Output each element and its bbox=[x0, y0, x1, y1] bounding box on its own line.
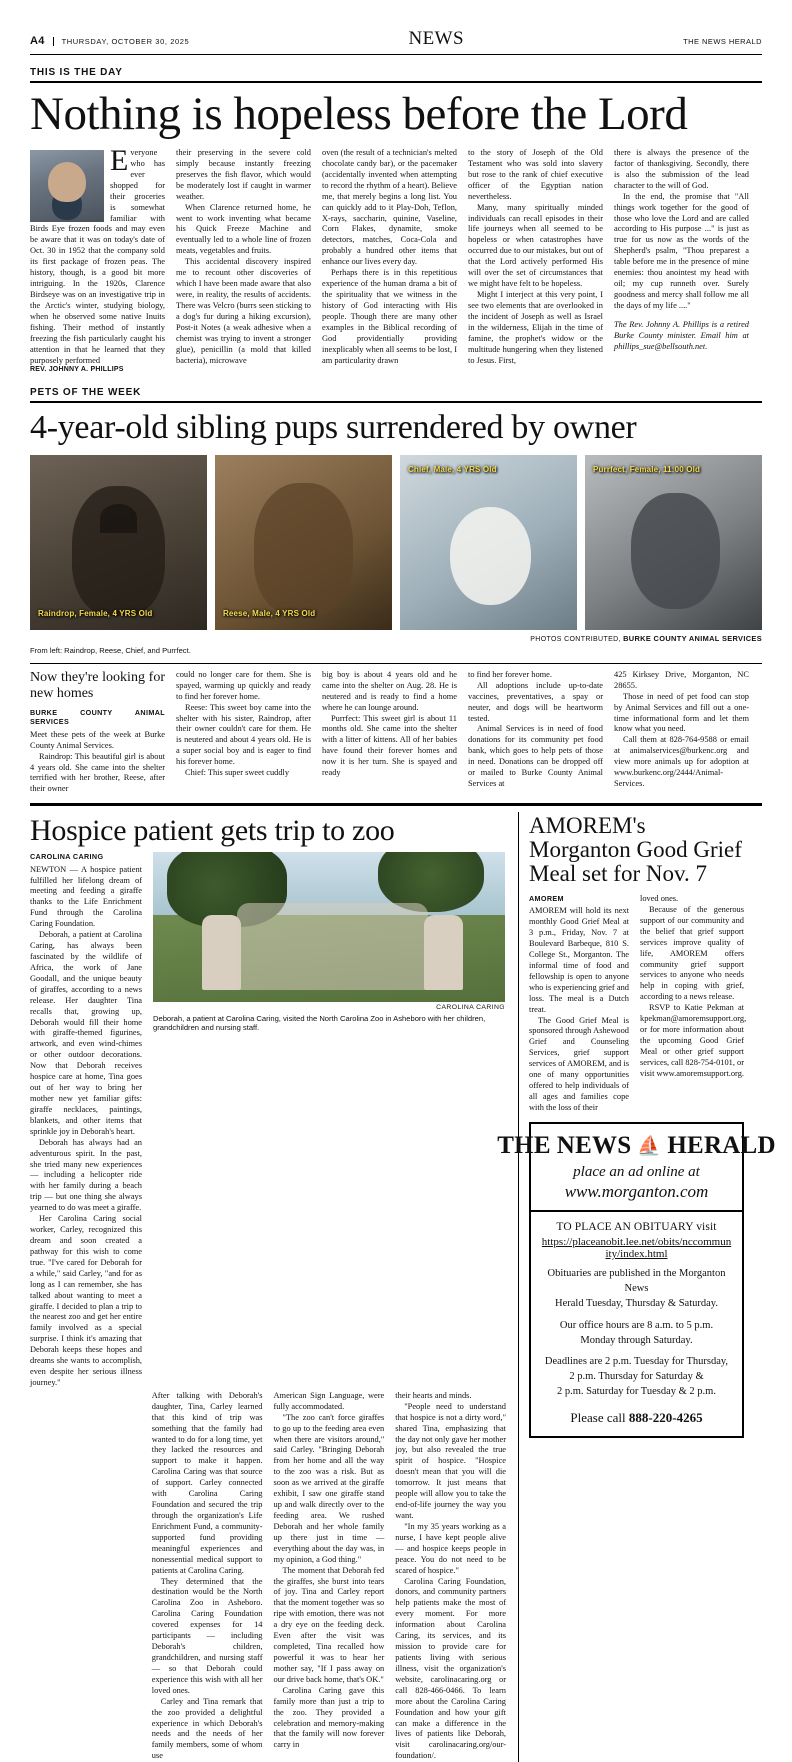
author-photo bbox=[30, 150, 104, 222]
faith-col-1-text: Everyone who has ever shopped for their groceries is somewhat familiar with Birds Eye frozen foods and may even be aware that it was on today's date of Oct. 30 in 1952 that the company sold its first package of frozen peas. The history, though, is a good bit more intriguing. In the 1920s, Clarence Birdseye was on an investigative trip in the Arctic's winter, studying biology, when he observed some native Inuits fishing. Their method of instantly freezing the fish particularly caught his attention in that he learned that they purposely performed bbox=[30, 144, 165, 365]
amorem-col-2 bbox=[640, 893, 747, 1114]
photo-person bbox=[202, 915, 241, 990]
faith-col-2-text: their preserving in the severe cold simply because instantly freezing preserves the fish flavor, which would be moderately lost if caught in warmer weather. When Clarence returned home, he went to work inventing what became his Quick Freeze Machine and eventually led to a whole line of frozen meats, vegetables and fruits. This accidental discovery inspired me to recount other discoveries of which I have been made aware that also were, in reality, the results of accidents. There was Velcro (burrs seen sticking to a dog's fur during a hiking excursion), Post-it Notes (a weak adhesive when a chemist was trying to invent a stronger glue), penicillin (a mold that killed bacteria), microwave bbox=[176, 148, 311, 365]
pets-col-4-text: to find her forever home. All adoptions include up-to-date vaccines, preventatives, a spay or neuter, and dogs will be heartworm tested. Animal Services is in need of food donations for its community pet food bank, which goes to help pets of those in need. Donations can be dropped off or mailed to Burke County Animal Services at bbox=[468, 669, 603, 789]
call-label: Please call bbox=[570, 1409, 626, 1425]
pets-subhead: Now they're looking for new homes bbox=[30, 669, 165, 701]
hospice-col-4-text: their hearts and minds. "People need to understand that hospice is not a dirty word," shared Tina, emphasizing that the day not only gave her mother joy, but also revealed the true spirit of hospice. "Hospice doesn't mean that you will die tomorrow. It just means that people will allow you to take the end-of-life journey the way you want. "In my 35 years working as a nurse, I have kept people alive — and hospice keeps people in peace. You do not need to be scared of hospice." Carolina Caring Foundation, donors, and community partners help patients make the most of every moment. For more information about Carolina Caring, its services, and its mission to provide care for patients living with serious illness, visit the organization's website, carolinacaring.org or call 828-466-0466. To learn more about the Carolina Caring Foundation and how your gift can make a difference in the lives of patients like Deborah, visit carolinacaring.org/our-foundation/. bbox=[395, 1390, 506, 1761]
hospice-col-3 bbox=[274, 1391, 385, 1762]
faith-col-2 bbox=[176, 148, 311, 375]
faith-col-5-text: there is always the presence of the factor of thanksgiving. Secondly, there is also the submission of the lead character to the will of God. In the end, the promise that "All things work together for the good of those who love the Lord and are called according to His purpose ..." is just as true for us now as the words of the Shepherd's psalm, "Thou preparest a table before me in the presence of mine enemies: thou anointest my head with oil; my cup runneth over. Surely goodness and mercy shall follow me all the days of my life ...." bbox=[614, 148, 749, 310]
obituary-line-1: Obituaries are published in the Morganton News bbox=[547, 1267, 726, 1295]
pets-body bbox=[30, 670, 762, 795]
amorem-col-2-text: loved ones. Because of the generous support of our community and the belief that grief support services improve quality of life, AMOREM offers community grief support services to anyone who needs help in coping with grief, according to a news release. RSVP to Katie Pekman at kpekman@amoremsupport.org, or for more information about the upcoming Good Grief Meal or other grief support services, call 828-754-0101, or visit www.amoremsupport.org. bbox=[640, 893, 747, 1078]
section-divider bbox=[30, 803, 762, 806]
right-rail bbox=[497, 812, 776, 1762]
pet-photo-purrfect bbox=[585, 455, 762, 630]
obituary-line-3: Our office hours are 8 a.m. to 5 p.m. bbox=[559, 1319, 714, 1331]
photo-person bbox=[424, 915, 463, 990]
hospice-col-1 bbox=[30, 852, 142, 1389]
ad-url[interactable]: www.morganton.com bbox=[564, 1181, 709, 1201]
amorem-byline: AMOREM bbox=[529, 893, 564, 903]
obituary-link[interactable]: https://placeanobit.lee.net/obits/nccommunity/index.html bbox=[541, 1235, 732, 1260]
pets-headline: 4-year-old sibling pups surrendered by owner bbox=[30, 408, 637, 446]
hospice-photo bbox=[153, 852, 505, 1002]
pets-col-1-text: Meet these pets of the week at Burke County Animal Services. Raindrop: This beautiful girl is about 4 years old. She came into the shelter terrified with her brother, Reese, after their owner bbox=[30, 729, 165, 794]
page-folio: A4 bbox=[30, 35, 45, 47]
dog-silhouette bbox=[450, 507, 531, 605]
obituary-phone[interactable] bbox=[541, 1410, 732, 1426]
newspaper-ad[interactable] bbox=[497, 1122, 776, 1212]
pet-photo-tag-chief: Chief, Male, 4 YRS Old bbox=[408, 464, 497, 474]
hospice-photo-credit: CAROLINA CARING bbox=[436, 1004, 505, 1012]
hospice-col-2 bbox=[152, 1391, 263, 1762]
amorem-col-1 bbox=[529, 894, 629, 1114]
cat-silhouette bbox=[631, 493, 720, 609]
obituary-line-7: 2 p.m. Saturday for Tuesday & 2 p.m. bbox=[557, 1386, 716, 1398]
obituary-line-6: 2 p.m. Thursday for Saturday & bbox=[569, 1371, 704, 1383]
divider-rule bbox=[30, 663, 762, 664]
faith-tagline: The Rev. Johnny A. Phillips is a retired Burke County minister. Email him at phillips_sue@bellsouth.net. bbox=[614, 319, 749, 351]
hospice-col-4 bbox=[395, 1391, 506, 1762]
photo-family-group bbox=[237, 903, 427, 990]
masthead bbox=[30, 28, 762, 55]
pets-col-3 bbox=[322, 670, 457, 795]
logo-herald: HERALD bbox=[667, 1131, 776, 1159]
pets-col-5-text: 425 Kirksey Drive, Morganton, NC 28655. Those in need of pet food can stop by Animal Services and fill out a one-time informational form and let them know what you need. Call them at 828-764-9588 or email at animalservices@burkenc.org and view more animals up for adoption at www.burkenc.org/2444/Animal-Services. bbox=[614, 669, 749, 789]
pets-photo-credit bbox=[30, 634, 762, 643]
paper-name: THE NEWS HERALD bbox=[683, 37, 762, 46]
section-title: NEWS bbox=[408, 28, 464, 49]
hospice-col-2-spacer bbox=[30, 1391, 141, 1762]
faith-col-3-text: oven (the result of a technician's melted chocolate candy bar), or the pacemaker (accidentally invented when attempting to record the rhythm of a heart). Believe me, that merely begins a long list. You can quickly add to it Play-Doh, Teflon, X-rays, saccharin, quinine, Vaseline, Corn Flakes, dynamite, smoke detectors, matches, Coca-Cola and probably a hundred other items that enhance our lives every day. Perhaps there is in this repetitious experience of the human drama a bit of the spirituality that we witness in the history of God interacting with His people. Though there are many other examples in the Biblical recording of God providentially providing inexplicably when all seems to be lost, I am particularity drawn bbox=[322, 148, 457, 365]
pets-byline: BURKE COUNTY ANIMAL SERVICES bbox=[30, 708, 165, 727]
kicker-this-is-the-day: THIS IS THE DAY bbox=[30, 67, 762, 83]
amorem-body bbox=[529, 893, 747, 1114]
faith-col-4 bbox=[468, 148, 603, 375]
pets-photo-row bbox=[30, 455, 762, 630]
pets-col-2-text: could no longer care for them. She is spayed, warming up quickly and ready to find her forever home. Reese: This sweet boy came into the shelter with his sister, Raindrop, after their owner couldn't care for them. He is neutered and about 4 years old. He is a super social boy and is eager to find his forever home. Chief: This super sweet cuddly bbox=[176, 669, 311, 778]
pet-photo-tag-purrfect: Purrfect, Female, 11:00 Old bbox=[593, 464, 701, 474]
credit-source: BURKE COUNTY ANIMAL SERVICES bbox=[623, 633, 762, 643]
hospice-article bbox=[30, 812, 506, 1762]
obituary-ad[interactable] bbox=[529, 1212, 744, 1438]
faith-col-1 bbox=[30, 144, 165, 375]
author-caption: REV. JOHNNY A. PHILLIPS bbox=[30, 366, 124, 374]
pets-cutline: From left: Raindrop, Reese, Chief, and Purrfect. bbox=[30, 645, 191, 655]
hospice-body bbox=[30, 1391, 506, 1762]
hospice-byline: CAROLINA CARING bbox=[30, 852, 104, 862]
flag-icon: ⛵ bbox=[637, 1135, 662, 1157]
obituary-line-5: Deadlines are 2 p.m. Tuesday for Thursday, bbox=[544, 1355, 729, 1367]
hospice-cutline: Deborah, a patient at Carolina Caring, visited the North Carolina Zoo in Asheboro with her children, grandchildren and nursing staff. bbox=[153, 1014, 486, 1033]
pet-photo-tag-raindrop: Raindrop, Female, 4 YRS Old bbox=[38, 608, 153, 618]
faith-headline: Nothing is hopeless before the Lord bbox=[30, 88, 688, 140]
obituary-title: TO PLACE AN OBITUARY visit bbox=[556, 1220, 717, 1233]
news-herald-logo bbox=[497, 1131, 776, 1160]
pets-col-1 bbox=[30, 670, 165, 795]
dog-silhouette bbox=[254, 483, 353, 616]
pet-photo-tag-reese: Reese, Male, 4 YRS Old bbox=[223, 608, 316, 618]
logo-news: NEWS bbox=[556, 1131, 632, 1159]
credit-prefix: PHOTOS CONTRIBUTED, bbox=[530, 635, 621, 643]
pet-photo-raindrop bbox=[30, 455, 207, 630]
pet-photo-reese bbox=[215, 455, 392, 630]
pets-col-5 bbox=[614, 670, 749, 795]
faith-col-4-text: to the story of Joseph of the Old Testament who was sold into slavery but rose to the rank of chief executive officer of the Egyptian nation nevertheless. Many, many spiritually minded individuals can recall episodes in their life journeys when all seemed to be hopeless or when catastrophes have occurred due to our mistakes, but out of that the Lord actively performed His will over the set of circumstances that we might have felt to be hopeless. Might I interject at this very point, I see two elements that are overlooked in the incident of Joseph as well as Israel in the wilderness, Elijah in the time of famine, the prophet's widow or the multitude hungering when they listened to Jesus. First, bbox=[468, 148, 603, 365]
faith-col-3 bbox=[322, 148, 457, 375]
pets-col-3-text: big boy is about 4 years old and he came into the shelter on Aug. 28. He is neutered and is ready to find a home where he can lounge around. Purrfect: This sweet girl is about 11 months old. She came into the shelter with a litter of kittens. All of her babies have found their forever homes and now it is her turn. She is spayed and ready bbox=[322, 669, 457, 778]
amorem-headline: AMOREM's Morganton Good Grief Meal set for Nov. 7 bbox=[529, 813, 742, 887]
phone-number: 888-220-4265 bbox=[628, 1409, 703, 1425]
logo-the: THE bbox=[497, 1131, 551, 1159]
hospice-col-2-text: After talking with Deborah's daughter, Tina, Carley learned that this kind of trip was something that the family had wanted to do for a long time, yet they lacked the resources and support to make it happen. Carolina Caring was that source of support. Carley connected with Carolina Caring Foundation and secured the trip through the organization's Life Enrichment Fund, a community-supported fund providing meaningful experiences and nonessential medical support to patients at Carolina Caring. They determined that the destination would be the North Carolina Zoo in Asheboro. Carolina Caring Foundation covered expenses for 14 participants — including Deborah's children, grandchildren, and nursing staff — so that Deborah could experience this wish with all her loved ones. Carley and Tina remark that the zoo provided a delightful experience in which Deborah's needs and the needs of her family members, some of whom use bbox=[151, 1390, 263, 1761]
ad-tagline: place an ad online at bbox=[573, 1163, 700, 1180]
hospice-col-1-text: NEWTON — A hospice patient fulfilled her lifelong dream of meeting and feeding a giraffe thanks to the Life Enrichment Fund through the Carolina Caring Foundation. Deborah, a patient at Carolina Caring, has always been fascinated by the wildlife of Africa, the work of Jane Goodall, and the unique beauty of giraffes, according to a news release. Her daughter Tina recalls that, growing up, Deborah would fill their home with giraffe-themed figurines, artwork, and even wind-chimes or other outdoor decorations. Now that Deborah receives hospice care at home, Tina goes out of her way to bring her mother new yet familiar gifts: giraffe necklaces, paintings, blankets, and other items that sprinkle joy in Deborah's heart. Deborah has always had an adventurous spirit. In the past, she tried many new experiences — including a helicopter ride with her family during a beach trip — but one thing she always yearned to do was meet a giraffe. Her Carolina Caring social worker, Carley, recognized this dream and soon created a pathway for this wish to come true. "I've cared for Deborah for a while," said Carley, "and for as long as I can remember, she has talked about wanting to meet a giraffe. I decided to plan a trip to the nearest zoo and get her entire family involved as a special surprise. I think it's amazing that Deborah keeps these hopes and dreams she wants to accomplish, even despite her serious illness journey." bbox=[30, 864, 142, 1387]
dog-silhouette bbox=[72, 486, 164, 616]
lower-section bbox=[30, 812, 776, 1762]
obituary-line-4: Monday through Saturday. bbox=[580, 1334, 693, 1346]
faith-col-5 bbox=[614, 148, 749, 375]
pet-photo-chief bbox=[400, 455, 577, 630]
masthead-left bbox=[30, 35, 189, 47]
pets-col-2 bbox=[176, 670, 311, 795]
hospice-headline: Hospice patient gets trip to zoo bbox=[30, 814, 395, 848]
obituary-line-2: Herald Tuesday, Thursday & Saturday. bbox=[555, 1298, 718, 1310]
issue-date: THURSDAY, OCTOBER 30, 2025 bbox=[53, 37, 190, 46]
pets-col-4 bbox=[468, 670, 603, 795]
hospice-col-3-text: American Sign Language, were fully accommodated. "The zoo can't force giraffes to go up to the feeding area even when there are visitors around," said Carley. "Bringing Deborah from her home and all the way to the zoo was a risk. But as soon as we arrived at the giraffe exhibit, I saw one giraffe stand up and walk directly over to the feeding area. We rushed Deborah and her whole family up there just in time — everything about the day was, in my opinion, a God thing." The moment that Deborah fed the giraffes, she burst into tears of joy. Tina and Carley report that the moment together was so ripe with emotion, there was not a dry eye on the feeding deck. Even after the visit was completed, Tina recalled how powerful it was to hear her mother say, "If I pass away on our drive back home, that's OK." Carolina Caring gave this family more than just a trip to the zoo. They provided a celebration and memory-making that the family will now forever carry in bbox=[273, 1390, 385, 1750]
hospice-top bbox=[30, 852, 506, 1389]
hospice-photo-block bbox=[153, 852, 505, 1389]
faith-body bbox=[30, 144, 762, 375]
kicker-pets-of-the-week: PETS OF THE WEEK bbox=[30, 387, 762, 403]
amorem-col-1-text: AMOREM will hold its next monthly Good Grief Meal at 3 p.m., Friday, Nov. 7 at Boulevard Barbeque, 810 S. College St., Morganton. The informal time of food and fellowship is open to anyone who is experiencing grief and loss. The meal is a Dutch treat. The Good Grief Meal is sponsored through Ashewood Grief and Counseling Services, grief support services of AMOREM, and is one of many opportunities offered to help individuals of all ages and families cope with the loss of their bbox=[529, 906, 629, 1112]
